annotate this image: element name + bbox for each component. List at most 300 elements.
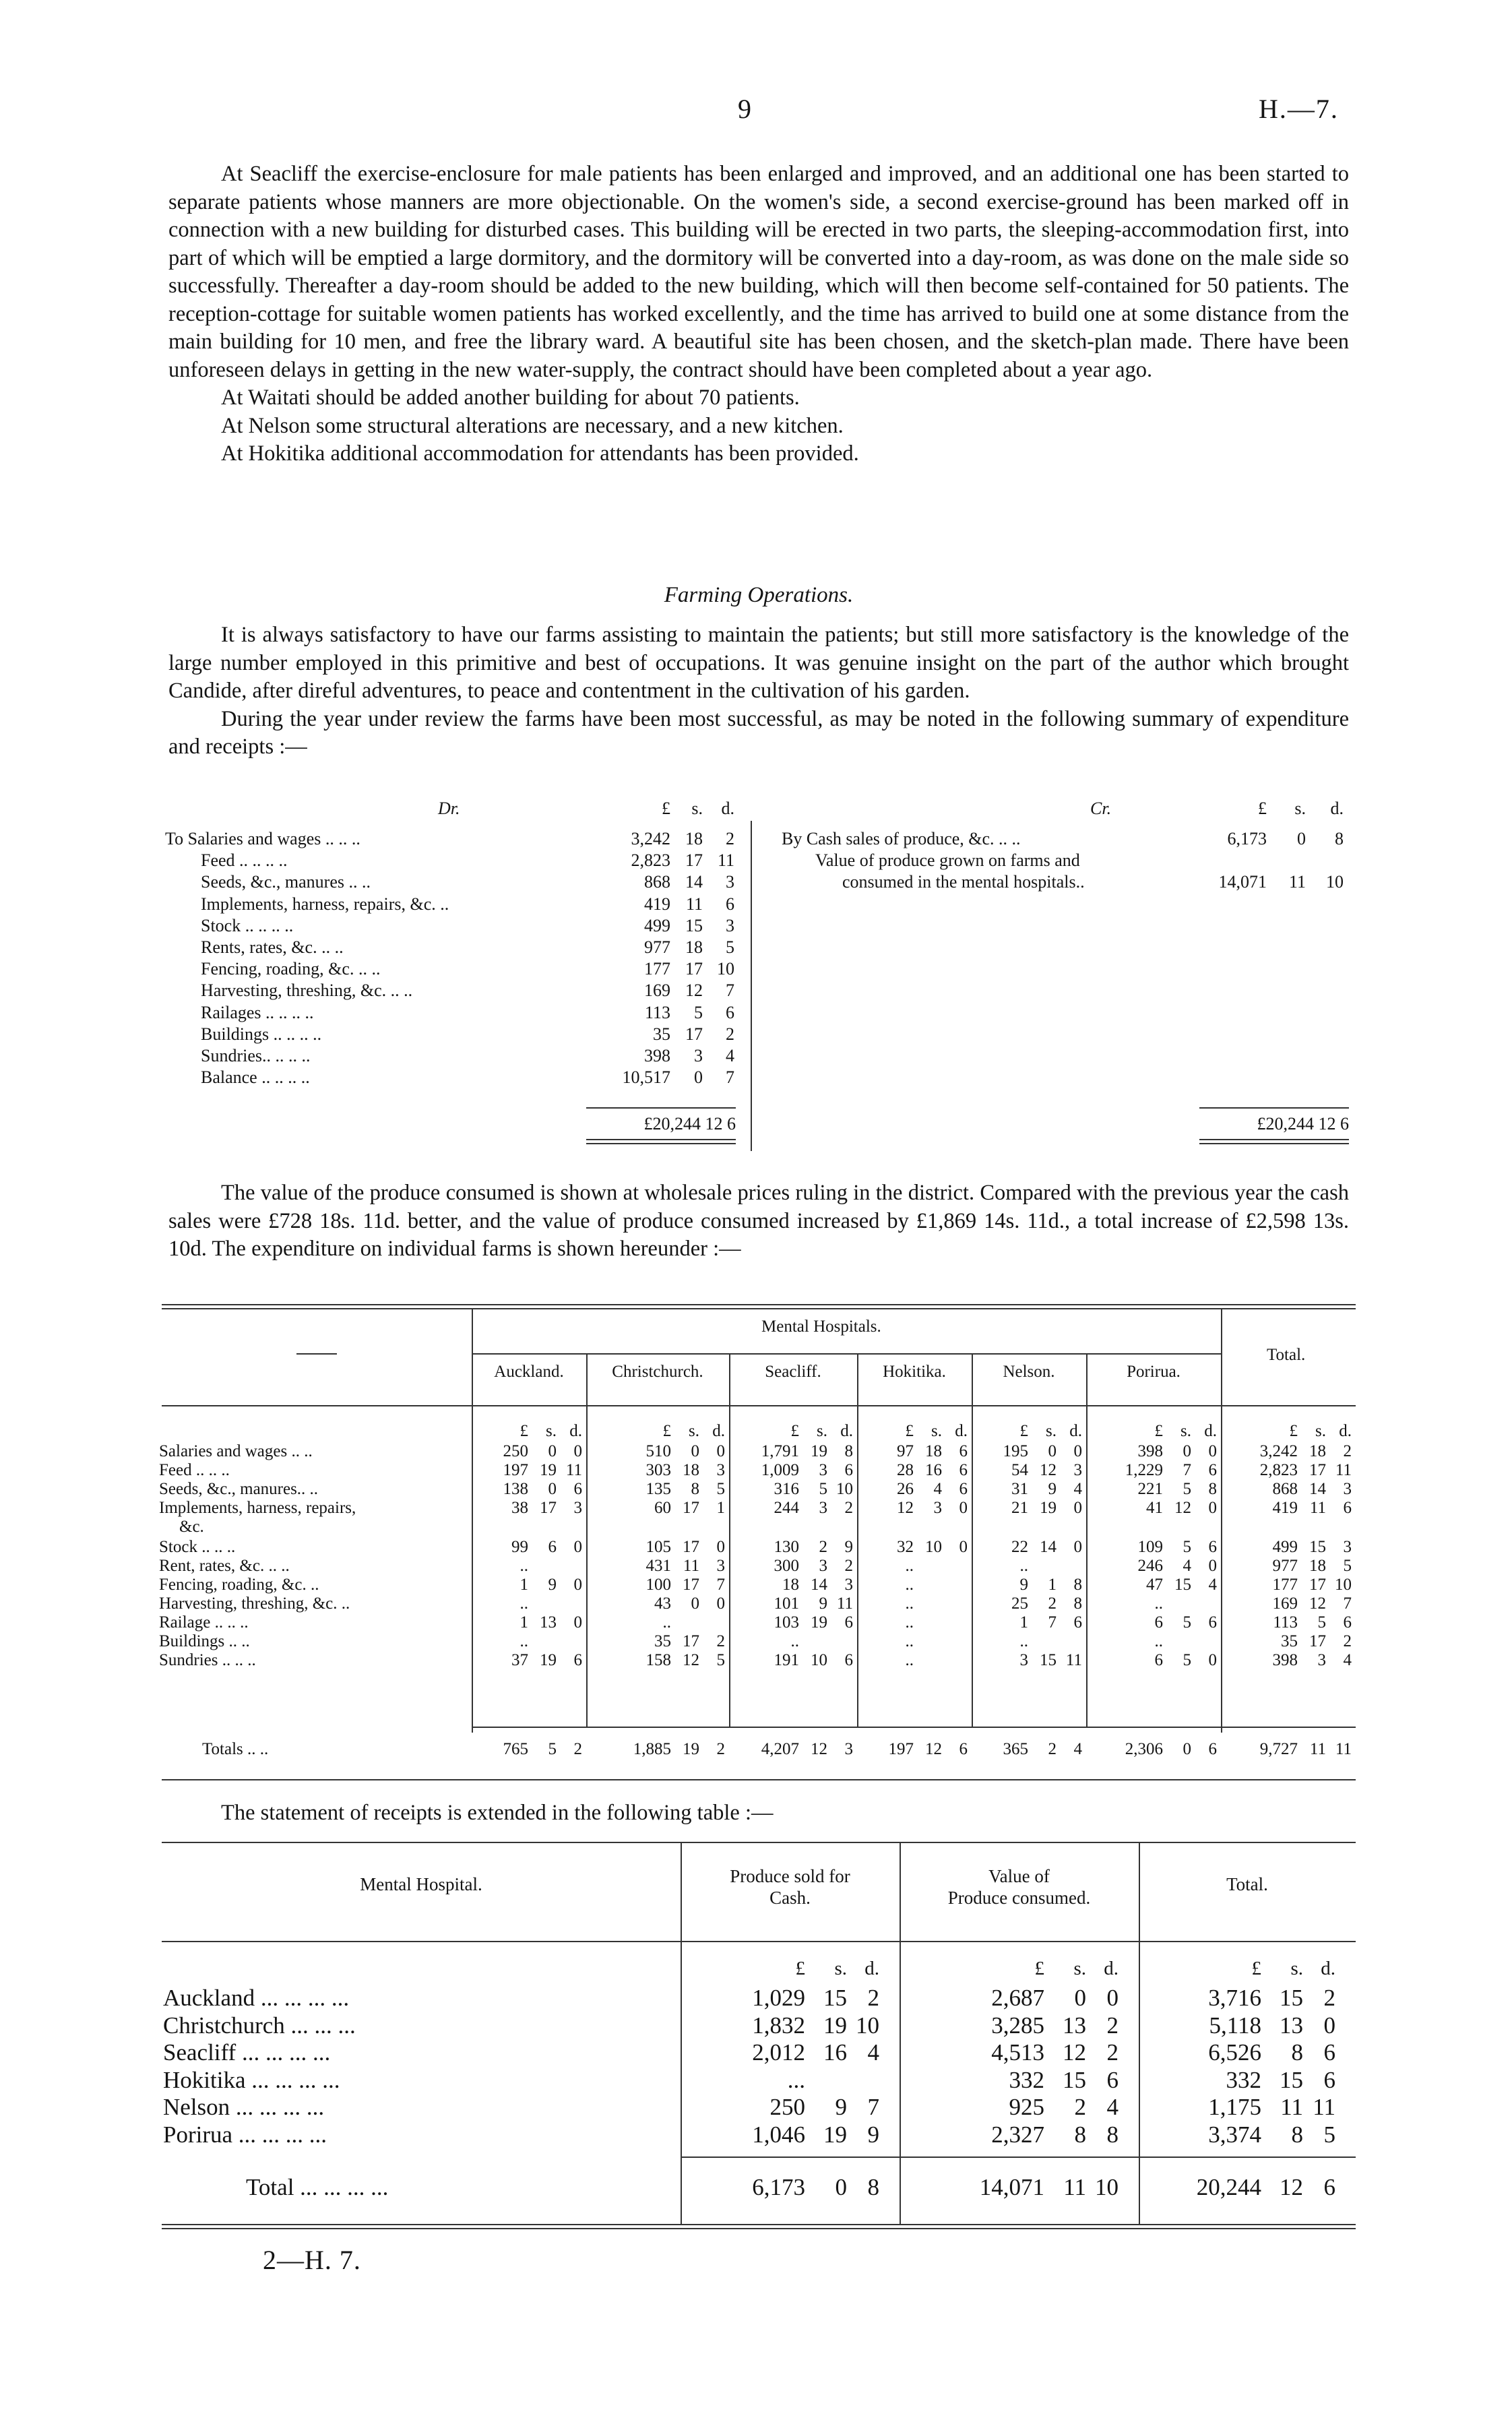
farm-cell-pence: 0 — [716, 1538, 725, 1556]
farm-total-pounds: 197 — [888, 1740, 914, 1758]
farm-totals-label: Totals .. .. — [202, 1740, 269, 1758]
farm-cell-pounds: 419 — [1272, 1499, 1298, 1517]
farm-cell-shillings: 7 — [1048, 1613, 1057, 1632]
farm-cell-shillings: 5 — [1317, 1613, 1326, 1632]
farm-cell-pounds: 28 — [897, 1461, 914, 1479]
farm-total-pence: 2 — [716, 1740, 725, 1758]
receipt-total-pence: 11 — [1313, 2094, 1335, 2120]
receipts-cash-header: Produce sold for Cash. — [730, 1866, 850, 1908]
farm-cell-pounds: 101 — [774, 1594, 799, 1613]
farm-row-label: Stock .. .. .. — [159, 1538, 236, 1556]
credit-pounds: 6,173 — [1227, 829, 1267, 848]
lsd-pound: £ — [795, 1958, 805, 1979]
receipt-cash-pence: 7 — [867, 2094, 879, 2120]
farm-cell-shillings: 0 — [548, 1480, 557, 1498]
debit-shillings: 0 — [694, 1067, 703, 1088]
farm-cell-shillings: 0 — [1048, 1442, 1057, 1460]
farm-cell-shillings: 7 — [1183, 1461, 1191, 1479]
lsd-pound: £ — [1019, 1422, 1028, 1440]
farm-total-shillings: 12 — [925, 1740, 942, 1758]
farm-cell-shillings: 2 — [819, 1538, 827, 1556]
lsd-shilling: s. — [834, 1958, 847, 1979]
receipt-total-pounds: 3,374 — [1208, 2121, 1261, 2148]
cr-total: £20,244 12 6 — [1257, 1114, 1349, 1134]
receipts-total-header: Total. — [1226, 1874, 1268, 1894]
farm-cell-shillings: 10 — [925, 1538, 942, 1556]
farm-cell-pence: 3 — [844, 1576, 853, 1594]
receipt-value-pounds: 332 — [1009, 2066, 1044, 2093]
receipt-cash-shillings: 9 — [835, 2094, 847, 2120]
hospital-column-header: Porirua. — [1127, 1363, 1180, 1381]
farm-cell-pounds: .. — [905, 1594, 914, 1613]
farm-cell-shillings: 14 — [1309, 1480, 1326, 1498]
debit-pounds: 3,242 — [631, 829, 670, 848]
farm-cell-shillings: 5 — [1183, 1613, 1191, 1632]
farm-cell-pence: 5 — [716, 1651, 725, 1669]
farm-total-pence: 6 — [959, 1740, 968, 1758]
farm-cell-shillings: 19 — [540, 1461, 557, 1479]
receipt-value-pounds: 925 — [1009, 2094, 1044, 2120]
farm-cell-pounds: 60 — [654, 1499, 671, 1517]
receipt-value-shillings: 12 — [1063, 2039, 1086, 2066]
farm-cell-shillings: 11 — [1309, 1499, 1326, 1517]
farm-cell-shillings: 17 — [683, 1576, 699, 1594]
farm-cell-shillings: 5 — [1183, 1480, 1191, 1498]
farm-cell-pounds: 105 — [645, 1538, 671, 1556]
farm-cell-pounds: 6 — [1154, 1651, 1163, 1669]
farm-cell-pounds: 3 — [1019, 1651, 1028, 1669]
debit-shillings: 18 — [685, 937, 703, 957]
farm-cell-pounds: 244 — [774, 1499, 799, 1517]
farm-cell-pence: 6 — [573, 1480, 582, 1498]
farm-cell-shillings: 1 — [1048, 1576, 1057, 1594]
receipt-cash-shillings: 15 — [823, 1985, 847, 2011]
farm-cell-pence: 0 — [573, 1538, 582, 1556]
credit-label: Value of produce grown on farms and — [815, 850, 1080, 871]
receipt-total-pence: 6 — [1323, 2174, 1335, 2200]
farm-cell-pence: 0 — [1208, 1442, 1217, 1460]
farm-row-label: Sundries .. .. .. — [159, 1651, 256, 1669]
farm-cell-pence: 2 — [716, 1632, 725, 1650]
receipts-value-header: Value of Produce consumed. — [947, 1866, 1091, 1908]
farm-cell-pounds: .. — [519, 1632, 528, 1650]
farm-cell-shillings: 5 — [819, 1480, 827, 1498]
receipt-total-label: Total ... ... ... ... — [246, 2174, 389, 2200]
receipt-cash-pence: 4 — [867, 2039, 879, 2066]
debit-pence: 7 — [726, 1067, 734, 1088]
lsd-pound: £ — [905, 1422, 914, 1440]
farm-cell-pounds: 197 — [503, 1461, 528, 1479]
farm-cell-pounds: 3,242 — [1259, 1442, 1298, 1460]
lsd-pound: £ — [662, 799, 670, 818]
lsd-shilling: s. — [931, 1422, 942, 1440]
farm-cell-pence: 11 — [1065, 1651, 1082, 1669]
debit-pence: 3 — [726, 915, 734, 935]
debit-label: Seeds, &c., manures .. .. — [201, 872, 371, 892]
receipt-value-shillings: 11 — [1063, 2174, 1086, 2200]
farm-cell-pence: 8 — [1208, 1480, 1217, 1498]
farm-total-shillings: 11 — [1309, 1740, 1326, 1758]
farm-cell-shillings: 4 — [1183, 1557, 1191, 1575]
farm-cell-pence: 0 — [573, 1613, 582, 1632]
farm-cell-pounds: 316 — [774, 1480, 799, 1498]
document-reference: H.—7. — [1259, 94, 1339, 124]
debit-shillings: 12 — [685, 981, 703, 1001]
debit-label: Rents, rates, &c. .. .. — [201, 937, 344, 957]
debit-pence: 2 — [726, 829, 734, 848]
farm-cell-shillings: 5 — [1183, 1538, 1191, 1556]
farm-cell-pounds: 431 — [645, 1557, 671, 1575]
farm-row-label: Seeds, &c., manures.. .. — [159, 1480, 319, 1498]
farm-cell-pence: 7 — [1343, 1594, 1352, 1613]
receipt-cash-pounds: 250 — [769, 2094, 805, 2120]
receipt-value-pence: 4 — [1106, 2094, 1119, 2120]
farm-cell-pence: 6 — [844, 1461, 853, 1479]
farm-cell-pence: 0 — [1208, 1651, 1217, 1669]
debit-pounds: 2,823 — [631, 850, 670, 871]
farm-cell-shillings: 19 — [540, 1651, 557, 1669]
lsd-pence: d. — [1204, 1422, 1217, 1440]
paragraph-hokitika: At Hokitika additional accommodation for attendants has been provided. — [221, 441, 859, 466]
receipt-cash-shillings: 16 — [823, 2039, 847, 2066]
lsd-pence: d. — [840, 1422, 853, 1440]
receipt-hospital-name: Porirua ... ... ... ... — [163, 2121, 327, 2148]
farm-total-pence: 4 — [1073, 1740, 1082, 1758]
lsd-pound: £ — [1034, 1958, 1044, 1979]
receipt-value-pounds: 3,285 — [991, 2012, 1044, 2039]
farm-cell-pounds: 221 — [1137, 1480, 1163, 1498]
paragraph-summary-intro: During the year under review the farms have been most successful, as may be noted in the following summary of expenditure and receipts :— — [168, 706, 1349, 759]
receipt-hospital-name: Auckland ... ... ... ... — [163, 1985, 350, 2011]
credit-shillings: 11 — [1288, 872, 1306, 892]
farm-cell-pence: 10 — [836, 1480, 853, 1498]
receipts-hospital-header: Mental Hospital. — [360, 1874, 482, 1894]
farm-cell-pence: 5 — [1343, 1557, 1352, 1575]
farm-row-label: Salaries and wages .. .. — [159, 1442, 313, 1460]
farm-cell-shillings: 18 — [1309, 1442, 1326, 1460]
farm-cell-pounds: 499 — [1272, 1538, 1298, 1556]
farm-cell-pence: 8 — [1073, 1576, 1082, 1594]
farm-cell-pounds: 138 — [503, 1480, 528, 1498]
receipt-total-pounds: 5,118 — [1209, 2012, 1261, 2039]
farm-cell-pounds: 25 — [1011, 1594, 1028, 1613]
receipt-cash-pounds: 2,012 — [752, 2039, 805, 2066]
debit-pence: 2 — [726, 1024, 734, 1044]
farm-cell-shillings: 13 — [540, 1613, 557, 1632]
farm-cell-pence: 11 — [1335, 1461, 1352, 1479]
lsd-shilling: s. — [1315, 1422, 1326, 1440]
farm-cell-pounds: 100 — [645, 1576, 671, 1594]
lsd-pence: d. — [864, 1958, 879, 1979]
farm-cell-pounds: 35 — [654, 1632, 671, 1650]
farm-cell-pence: 6 — [1343, 1499, 1352, 1517]
farm-cell-pence: 0 — [1208, 1499, 1217, 1517]
farm-cell-pounds: 113 — [1273, 1613, 1298, 1632]
debit-pence: 10 — [717, 959, 734, 979]
debit-shillings: 3 — [694, 1046, 703, 1065]
receipt-total-pounds: 332 — [1226, 2066, 1261, 2093]
farm-cell-pounds: 26 — [897, 1480, 914, 1498]
debit-label: Harvesting, threshing, &c. .. .. — [201, 981, 413, 1001]
farm-cell-shillings: 4 — [933, 1480, 942, 1498]
lsd-shilling: s. — [691, 799, 703, 818]
farm-total-shillings: 0 — [1183, 1740, 1191, 1758]
farm-cell-shillings: 9 — [819, 1594, 827, 1613]
receipt-value-pence: 8 — [1106, 2121, 1119, 2148]
receipt-total-pence: 5 — [1323, 2121, 1335, 2148]
farm-total-shillings: 5 — [548, 1740, 557, 1758]
farm-cell-pounds: 250 — [503, 1442, 528, 1460]
farm-cell-pence: 3 — [1343, 1480, 1352, 1498]
farm-cell-pounds: 177 — [1272, 1576, 1298, 1594]
farm-cell-pounds: 6 — [1154, 1613, 1163, 1632]
farm-cell-pounds: .. — [905, 1576, 914, 1594]
receipt-total-shillings: 15 — [1280, 2066, 1303, 2093]
lsd-pence: d. — [721, 799, 734, 818]
debit-shillings: 11 — [685, 894, 703, 914]
page-number: 9 — [738, 94, 751, 124]
farm-cell-pounds: 300 — [774, 1557, 799, 1575]
receipt-cash-shillings: 19 — [823, 2012, 847, 2039]
farm-cell-pence: 7 — [716, 1576, 725, 1594]
lsd-pound: £ — [1154, 1422, 1163, 1440]
farm-cell-pence: 0 — [1208, 1557, 1217, 1575]
farm-total-shillings: 12 — [811, 1740, 827, 1758]
farm-cell-pounds: 54 — [1011, 1461, 1028, 1479]
receipt-value-shillings: 8 — [1074, 2121, 1086, 2148]
debit-shillings: 18 — [685, 829, 703, 848]
farm-cell-shillings: 17 — [683, 1632, 699, 1650]
farm-cell-pounds: 47 — [1146, 1576, 1163, 1594]
lsd-pound: £ — [790, 1422, 799, 1440]
farm-cell-pence: 0 — [716, 1442, 725, 1460]
debit-pounds: 169 — [644, 981, 670, 1001]
farm-cell-pence: 6 — [1073, 1613, 1082, 1632]
farm-cell-pence: 9 — [844, 1538, 853, 1556]
farm-cell-pounds: 510 — [645, 1442, 671, 1460]
farm-cell-pounds: 99 — [511, 1538, 528, 1556]
farm-cell-pence: 0 — [1073, 1442, 1082, 1460]
farm-cell-shillings: 18 — [683, 1461, 699, 1479]
farm-cell-pence: 4 — [1208, 1576, 1217, 1594]
farm-cell-shillings: 12 — [1040, 1461, 1057, 1479]
farm-cell-pounds: 97 — [897, 1442, 914, 1460]
farm-cell-pounds: 977 — [1272, 1557, 1298, 1575]
farm-cell-pounds: .. — [1154, 1632, 1163, 1650]
farm-cell-shillings: 19 — [1040, 1499, 1057, 1517]
receipt-value-pounds: 2,327 — [991, 2121, 1044, 2148]
farm-cell-pounds: .. — [662, 1613, 671, 1632]
farm-cell-shillings: 10 — [811, 1651, 827, 1669]
farm-cell-pounds: 169 — [1272, 1594, 1298, 1613]
farm-total-pounds: 365 — [1003, 1740, 1028, 1758]
debit-shillings: 17 — [685, 850, 703, 871]
farm-cell-pounds: 130 — [774, 1538, 799, 1556]
credit-pence: 8 — [1335, 829, 1344, 848]
farm-cell-pence: 4 — [1073, 1480, 1082, 1498]
receipt-value-pence: 0 — [1106, 1985, 1119, 2011]
dr-total: £20,244 12 6 — [643, 1114, 736, 1134]
receipt-total-pence: 6 — [1323, 2039, 1335, 2066]
debit-pence: 3 — [726, 872, 734, 892]
farm-cell-pounds: 18 — [782, 1576, 799, 1594]
farm-cell-pounds: 1,009 — [761, 1461, 799, 1479]
farm-cell-pounds: 35 — [1281, 1632, 1298, 1650]
debit-label: Feed .. .. .. .. — [201, 850, 288, 871]
farm-cell-pounds: 1,791 — [761, 1442, 799, 1460]
receipt-total-shillings: 8 — [1291, 2039, 1303, 2066]
lsd-shilling: s. — [1073, 1958, 1086, 1979]
farm-cell-pounds: 32 — [897, 1538, 914, 1556]
paragraph-produce-value: The value of the produce consumed is shown at wholesale prices ruling in the district. Compared with the previous year the cash sales were £728 18s. 11d. better, and the value of produce consumed increased by £1,869 14s. 11d., a total increase of £2,598 13s. 10d. The expenditure on individual farms is shown hereunder :— — [168, 1181, 1349, 1261]
farm-cell-shillings: 8 — [691, 1480, 699, 1498]
receipt-value-pence: 6 — [1106, 2066, 1119, 2093]
farm-cell-shillings: 12 — [1174, 1499, 1191, 1517]
receipt-cash-pounds: 1,046 — [752, 2121, 805, 2148]
hospital-column-header: Hokitika. — [883, 1363, 946, 1381]
farm-cell-pounds: .. — [1019, 1632, 1028, 1650]
farm-cell-pounds: .. — [790, 1632, 799, 1650]
farm-cell-pence: 6 — [844, 1613, 853, 1632]
farm-cell-shillings: 0 — [1183, 1442, 1191, 1460]
farm-cell-pounds: 22 — [1011, 1538, 1028, 1556]
farm-cell-pounds: 1,229 — [1125, 1461, 1163, 1479]
farm-cell-pence: 0 — [573, 1442, 582, 1460]
farm-cell-pounds: .. — [1019, 1557, 1028, 1575]
farm-cell-shillings: 15 — [1174, 1576, 1191, 1594]
lsd-shilling: s. — [546, 1422, 557, 1440]
farm-cell-pounds: 12 — [897, 1499, 914, 1517]
credit-pence: 10 — [1326, 872, 1344, 892]
farm-row-label: Harvesting, threshing, &c. .. — [159, 1594, 350, 1613]
receipt-total-shillings: 8 — [1291, 2121, 1303, 2148]
farm-cell-pounds: 31 — [1011, 1480, 1028, 1498]
farm-cell-pence: 6 — [1208, 1613, 1217, 1632]
farm-cell-shillings: 14 — [1040, 1538, 1057, 1556]
farm-cell-pence: 0 — [716, 1594, 725, 1613]
farm-cell-pounds: 398 — [1137, 1442, 1163, 1460]
debit-shillings: 17 — [685, 959, 703, 979]
farm-row-label: Implements, harness, repairs, — [159, 1499, 356, 1517]
receipt-hospital-name: Hokitika ... ... ... ... — [163, 2066, 340, 2093]
farm-total-pence: 2 — [573, 1740, 582, 1758]
lsd-pence: d. — [1069, 1422, 1082, 1440]
farm-cell-pounds: 303 — [645, 1461, 671, 1479]
farm-row-label: Buildings .. .. — [159, 1632, 250, 1650]
debit-label: Balance .. .. .. .. — [201, 1067, 310, 1088]
receipt-value-pence: 2 — [1106, 2012, 1119, 2039]
farm-row-label: Fencing, roading, &c. .. — [159, 1576, 319, 1594]
farm-cell-shillings: 11 — [683, 1557, 699, 1575]
receipt-cash-pence: 9 — [867, 2121, 879, 2148]
farm-cell-shillings: 3 — [933, 1499, 942, 1517]
farm-row-label: Feed .. .. .. — [159, 1461, 230, 1479]
debit-label: Railages .. .. .. .. — [201, 1002, 314, 1022]
farm-cell-pounds: 43 — [654, 1594, 671, 1613]
receipt-cash-pence: 8 — [867, 2174, 879, 2200]
farm-cell-pounds: 103 — [774, 1613, 799, 1632]
receipt-hospital-name: Nelson ... ... ... ... — [163, 2094, 325, 2120]
farm-cell-pounds: 195 — [1003, 1442, 1028, 1460]
farm-cell-shillings: 0 — [691, 1594, 699, 1613]
receipt-hospital-name: Christchurch ... ... ... — [163, 2012, 356, 2039]
credit-shillings: 0 — [1297, 829, 1306, 848]
farm-cell-shillings: 5 — [1183, 1651, 1191, 1669]
receipt-cash-shillings: 19 — [823, 2121, 847, 2148]
lsd-pound: £ — [662, 1422, 671, 1440]
farm-cell-pounds: 9 — [1019, 1576, 1028, 1594]
receipt-value-pence: 10 — [1095, 2174, 1119, 2200]
receipt-total-shillings: 11 — [1280, 2094, 1303, 2120]
debit-pounds: 977 — [644, 937, 670, 957]
farm-cell-pence: 0 — [959, 1538, 968, 1556]
paragraph-waitati: At Waitati should be added another building for about 70 patients. — [221, 385, 800, 410]
debit-pounds: 113 — [644, 1002, 670, 1022]
farm-cell-pence: 6 — [959, 1442, 968, 1460]
lsd-pence: d. — [1104, 1958, 1119, 1979]
farm-cell-pence: 6 — [1208, 1538, 1217, 1556]
farm-cell-shillings: 18 — [925, 1442, 942, 1460]
mental-hospitals-header: Mental Hospitals. — [761, 1317, 881, 1336]
receipt-total-shillings: 15 — [1280, 1985, 1303, 2011]
lsd-pound-cr: £ — [1258, 799, 1267, 818]
lsd-shilling: s. — [1046, 1422, 1057, 1440]
farm-total-pounds: 2,306 — [1125, 1740, 1163, 1758]
paragraph-candide: It is always satisfactory to have our farms assisting to maintain the patients; but still more satisfactory is the knowledge of the large number employed in this primitive and best of occupations. It was genuine insight on the part of the author which brought Candide, after direful adventures, to peace and contentment in the cultivation of his garden. — [168, 623, 1349, 703]
farm-total-pence: 6 — [1208, 1740, 1217, 1758]
debit-pounds: 35 — [653, 1024, 670, 1044]
receipt-value-pounds: 4,513 — [991, 2039, 1044, 2066]
farm-cell-pence: 6 — [573, 1651, 582, 1669]
farm-cell-pounds: 2,823 — [1259, 1461, 1298, 1479]
farm-cell-pence: 2 — [844, 1557, 853, 1575]
cr-label: Cr. — [1090, 799, 1112, 818]
farm-cell-pence: 3 — [716, 1461, 725, 1479]
credit-pounds: 14,071 — [1218, 872, 1267, 892]
farm-row-label: Rent, rates, &c. .. .. — [159, 1557, 290, 1575]
debit-label: Stock .. .. .. .. — [201, 915, 294, 935]
receipt-hospital-name: Seacliff ... ... ... ... — [163, 2039, 331, 2066]
farm-cell-pounds: 21 — [1011, 1499, 1028, 1517]
farm-total-shillings: 19 — [683, 1740, 699, 1758]
lsd-pound: £ — [1251, 1958, 1261, 1979]
farm-cell-pence: 6 — [1208, 1461, 1217, 1479]
receipt-total-pounds: 3,716 — [1208, 1985, 1261, 2011]
debit-pounds: 419 — [644, 894, 670, 914]
hospital-column-header: Christchurch. — [612, 1363, 703, 1381]
farm-cell-shillings: 2 — [1048, 1594, 1057, 1613]
credit-label: consumed in the mental hospitals.. — [842, 872, 1085, 892]
farm-row-label-cont: &c. — [179, 1518, 204, 1536]
receipt-cash-pounds: ... — [787, 2066, 805, 2093]
farm-cell-pounds: 246 — [1137, 1557, 1163, 1575]
lsd-pence: d. — [1321, 1958, 1335, 1979]
farms-total-header: Total. — [1267, 1346, 1306, 1364]
farm-cell-pence: 3 — [1343, 1538, 1352, 1556]
farm-cell-shillings: 15 — [1040, 1651, 1057, 1669]
paragraph-nelson: At Nelson some structural alterations are necessary, and a new kitchen. — [221, 413, 844, 438]
farm-cell-pence: 0 — [573, 1576, 582, 1594]
farm-cell-pence: 2 — [1343, 1442, 1352, 1460]
farm-cell-pence: 10 — [1335, 1576, 1352, 1594]
farm-cell-pounds: .. — [519, 1557, 528, 1575]
farm-row-label: Railage .. .. .. — [159, 1613, 249, 1632]
farm-cell-pence: 3 — [716, 1557, 725, 1575]
receipt-total-pounds: 1,175 — [1208, 2094, 1261, 2120]
farm-cell-shillings: 17 — [1309, 1576, 1326, 1594]
receipt-value-pence: 2 — [1106, 2039, 1119, 2066]
farm-cell-pence: 2 — [1343, 1632, 1352, 1650]
